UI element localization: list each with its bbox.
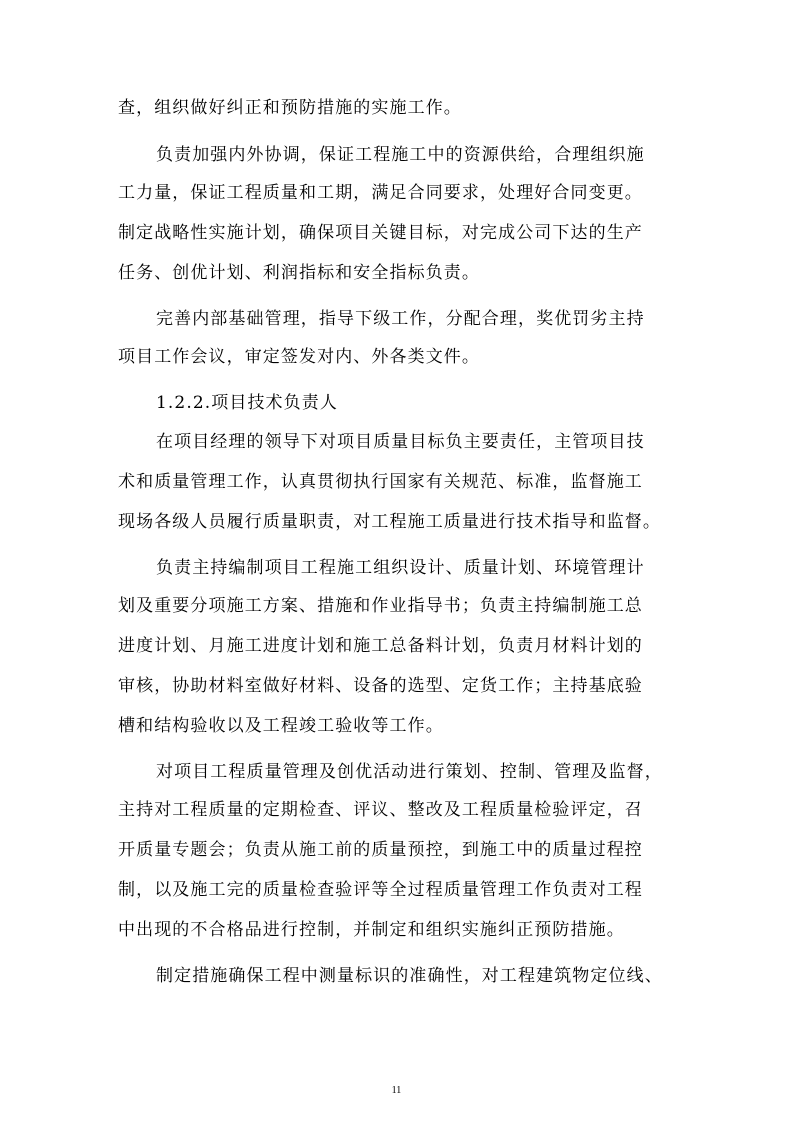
- text-line-20: 制，以及施工完的质量检查验评等全过程质量管理工作负责对工程: [118, 880, 643, 900]
- text-line-2: 负责加强内外协调，保证工程施工中的资源供给，合理组织施: [156, 145, 645, 165]
- text-line-10: 术和质量管理工作，认真贯彻执行国家有关规范、标准，监督施工: [118, 472, 643, 492]
- text-line-3: 工力量，保证工程质量和工期，满足合同要求，处理好合同变更。: [118, 183, 643, 203]
- page-number: 11: [391, 1085, 402, 1096]
- text-line-15: 审核，协助材料室做好材料、设备的选型、定货工作；主持基底验: [118, 676, 643, 696]
- text-line-18: 主持对工程质量的定期检查、评议、整改及工程质量检验评定，召: [118, 800, 643, 820]
- text-line-14: 进度计划、月施工进度计划和施工总备料计划，负责月材料计划的: [118, 636, 643, 656]
- text-line-21: 中出现的不合格品进行控制，并制定和组织实施纠正预防措施。: [118, 920, 625, 940]
- text-line-13: 划及重要分项施工方案、措施和作业指导书；负责主持编制施工总: [118, 596, 643, 616]
- text-line-5: 任务、创优计划、利润指标和安全指标负责。: [118, 263, 480, 283]
- text-line-17: 对项目工程质量管理及创优活动进行策划、控制、管理及监督，: [156, 762, 663, 782]
- text-line-19: 开质量专题会；负责从施工前的质量预控，到施工中的质量过程控: [118, 840, 643, 860]
- text-line-1: 查，组织做好纠正和预防措施的实施工作。: [118, 98, 462, 118]
- text-line-22: 制定措施确保工程中测量标识的准确性，对工程建筑物定位线、: [156, 966, 663, 986]
- text-line-7: 项目工作会议，审定签发对内、外各类文件。: [118, 347, 480, 367]
- text-line-4: 制定战略性实施计划，确保项目关键目标，对完成公司下达的生产: [118, 223, 643, 243]
- section-heading: 1.2.2.项目技术负责人: [156, 393, 338, 413]
- text-line-11: 现场各级人员履行质量职责，对工程施工质量进行技术指导和监督。: [118, 512, 661, 532]
- text-line-6: 完善内部基础管理，指导下级工作，分配合理，奖优罚劣主持: [156, 309, 645, 329]
- text-line-12: 负责主持编制项目工程施工组织设计、质量计划、环境管理计: [156, 558, 645, 578]
- text-line-9: 在项目经理的领导下对项目质量目标负主要责任，主管项目技: [156, 432, 645, 452]
- text-line-16: 槽和结构验收以及工程竣工验收等工作。: [118, 716, 444, 736]
